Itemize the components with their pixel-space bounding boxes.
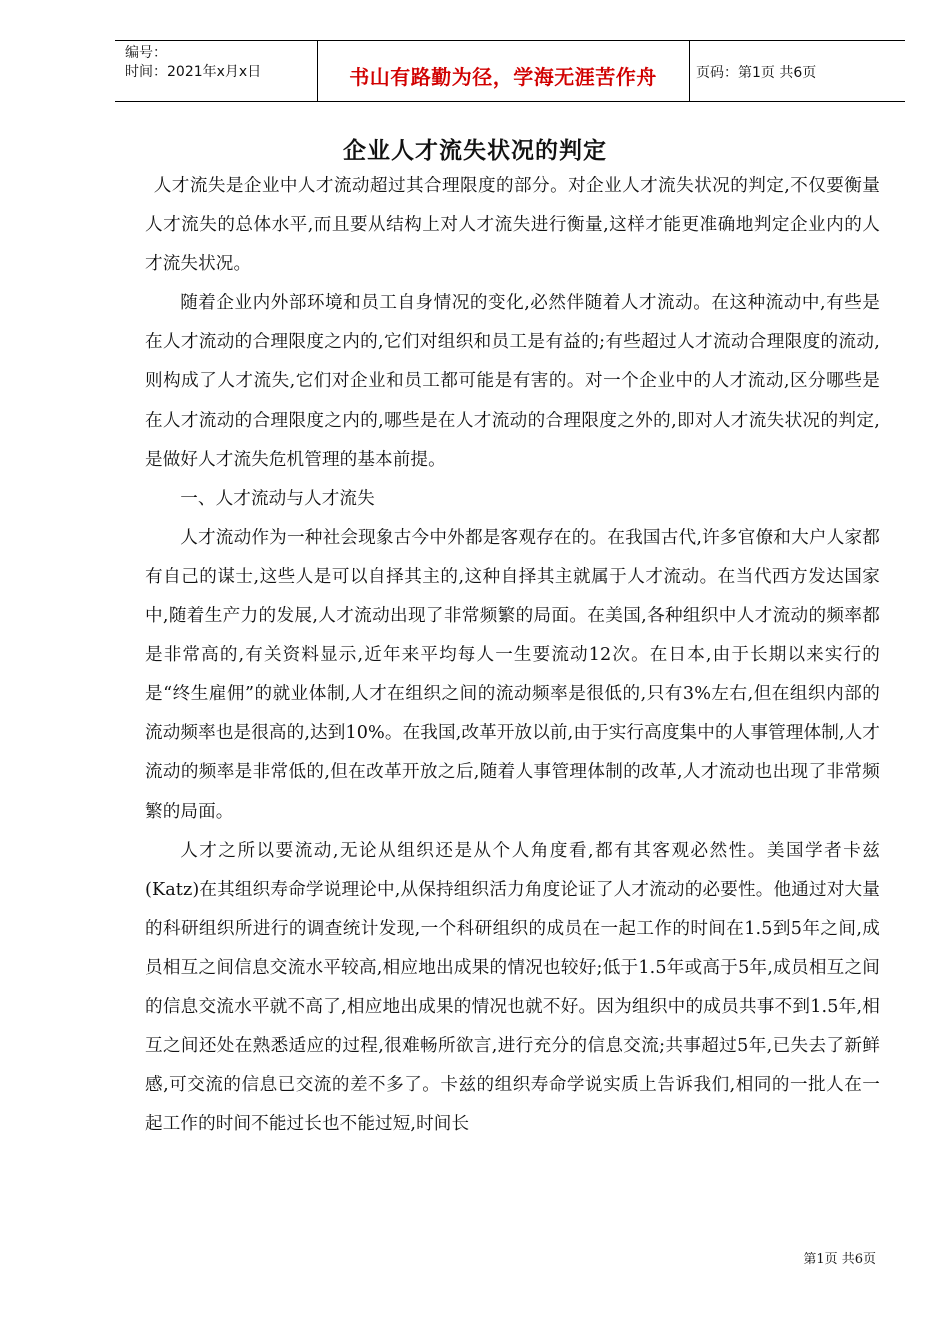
paragraph: 人才流动作为一种社会现象古今中外都是客观存在的。在我国古代,许多官僚和大户人家都有自己的谋士,这些人是可以自择其主的,这种自择其主就属于人才流动。在当代西方发达国家中,随着生产力的发展,人才流动出现了非常频繁的局面。在美国,各种组织中人才流动的频率都是非常高的,有关资料显示,近年来平均每人一生要流动12次。在日本,由于长期以来实行的是“终生雇佣”的就业体制,人才在组织之间的流动频率是很低的,只有3%左右,但在组织内部的流动频率也是很高的,达到10%。在我国,改革开放以前,由于实行高度集中的人事管理体制,人才流动的频率是非常低的,但在改革开放之后,随着人事管理体制的改革,人才流动也出现了非常频繁的局面。	[145, 527, 880, 822]
document-body	[145, 167, 880, 1144]
header-motto: 书山有路勤为径，学海无涯苦作舟	[349, 65, 657, 89]
paragraph: 随着企业内外部环境和员工自身情况的变化,必然伴随着人才流动。在这种流动中,有些是在人才流动的合理限度之内的,它们对组织和员工是有益的;有些超过人才流动合理限度的流动,则构成了人才流失,它们对企业和员工都可能是有害的。对一个企业中的人才流动,区分哪些是在人才流动的合理限度之内的,哪些是在人才流动的合理限度之外的,即对人才流失状况的判定,是做好人才流失危机管理的基本前提。	[145, 293, 880, 470]
paragraph: 人才之所以要流动,无论从组织还是从个人角度看,都有其客观必然性。美国学者卡兹(Katz)在其组织寿命学说理论中,从保持组织活力角度论证了人才流动的必要性。他通过对大量的科研组织所进行的调查统计发现,一个科研组织的成员在一起工作的时间在1.5到5年之间,成员相互之间信息交流水平较高,相应地出成果的情况也较好;低于1.5年或高于5年,成员相互之间的信息交流水平就不高了,相应地出成果的情况也就不好。因为组织中的成员共事不到1.5年,相互之间还处在熟悉适应的过程,很难畅所欲言,进行充分的信息交流;共事超过5年,已失去了新鲜感,可交流的信息已交流的差不多了。卡兹的组织寿命学说实质上告诉我们,相同的一批人在一起工作的时间不能过长也不能过短,时间长	[145, 840, 880, 1135]
header-meta-cell	[115, 41, 318, 101]
page-header	[115, 40, 905, 102]
document-title: 企业人才流失状况的判定	[343, 137, 607, 164]
paragraph-intro: 人才流失是企业中人才流动超过其合理限度的部分。对企业人才流失状况的判定,不仅要衡量人才流失的总体水平,而且要从结构上对人才流失进行衡量,这样才能更准确地判定企业内的人才流失状况。	[145, 176, 880, 275]
header-page-cell	[690, 41, 905, 101]
header-page-info: 页码：第1页 共6页	[696, 65, 817, 81]
document-time-label: 时间：2021年x月x日	[125, 64, 262, 80]
section-heading: 一、人才流动与人才流失	[180, 488, 375, 509]
page-footer: 第1页 共6页	[803, 1252, 876, 1267]
header-motto-cell	[317, 41, 690, 101]
document-number-label: 编号：	[125, 45, 167, 61]
